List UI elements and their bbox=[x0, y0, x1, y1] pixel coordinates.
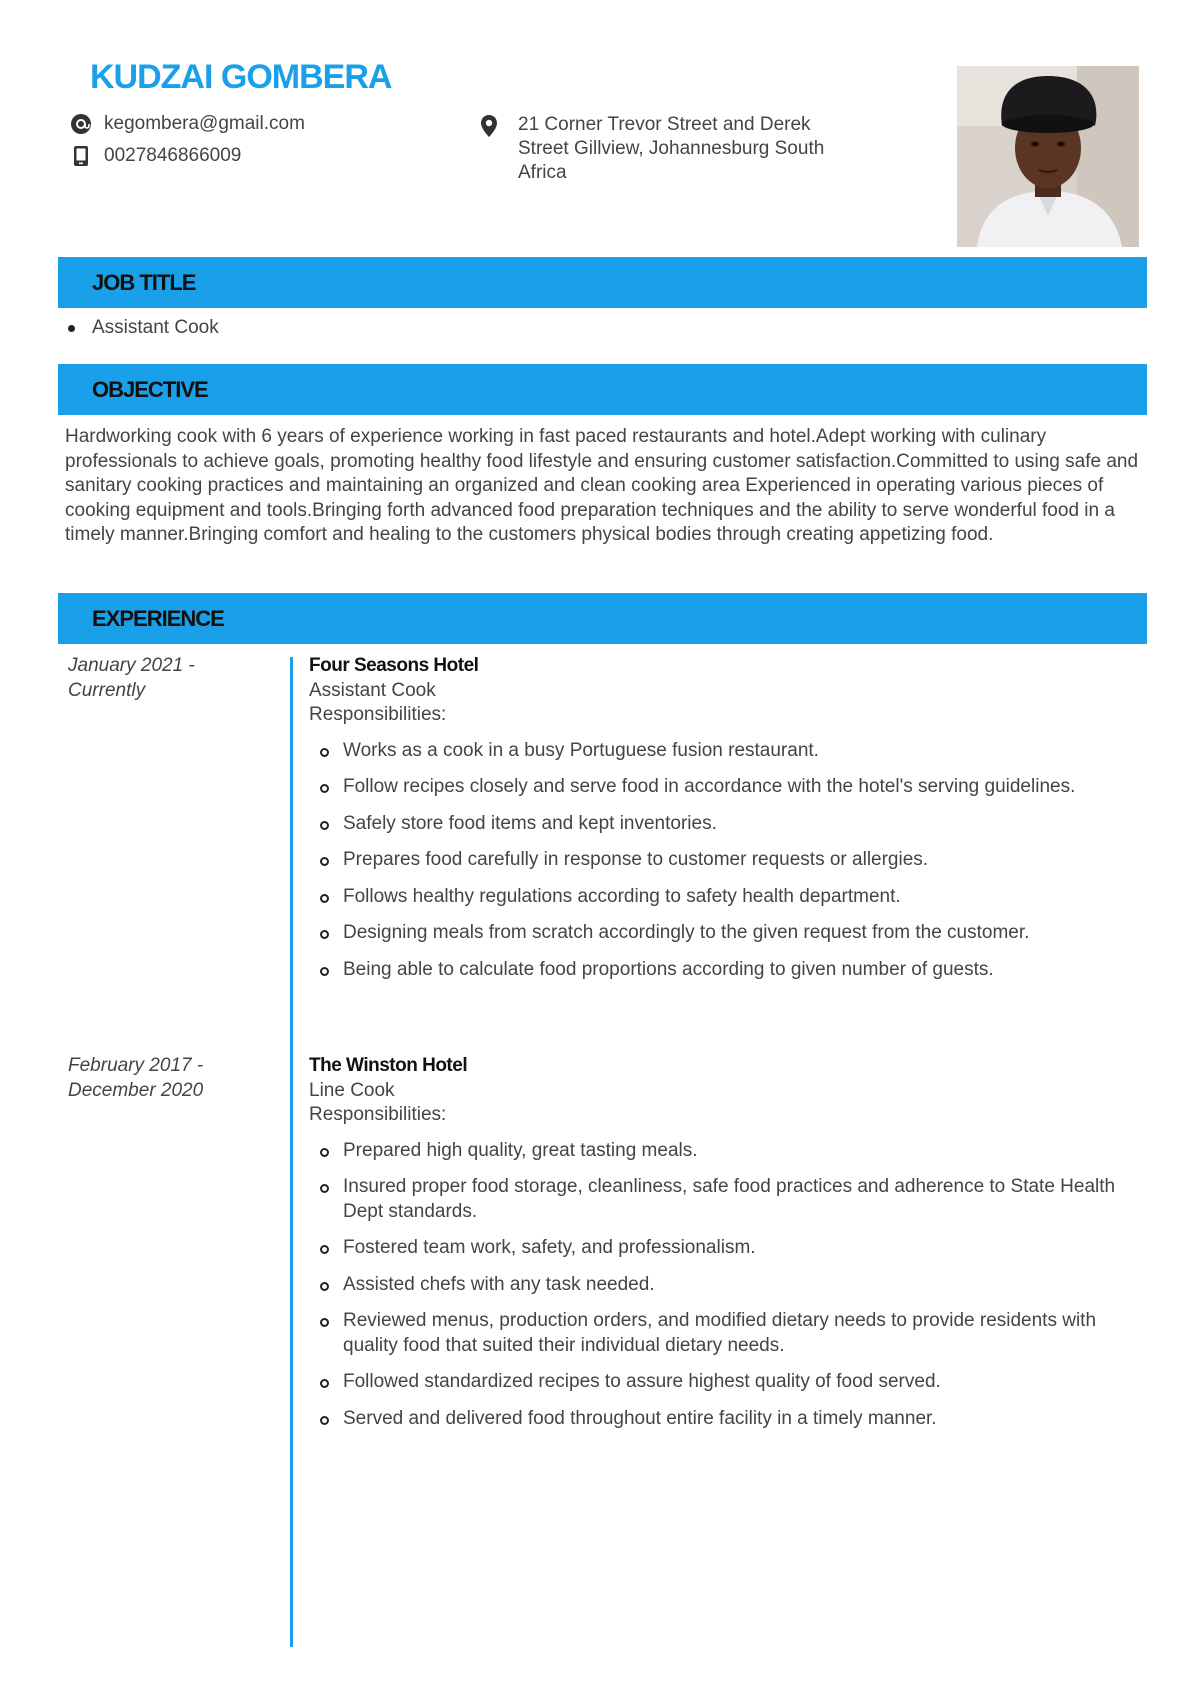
bullet-icon bbox=[320, 821, 329, 830]
list-item-text: Followed standardized recipes to assure highest quality of food served. bbox=[343, 1371, 941, 1392]
bullet-icon bbox=[320, 1379, 329, 1388]
list-item bbox=[309, 812, 1139, 837]
list-item bbox=[309, 775, 1139, 800]
bullet-icon bbox=[320, 748, 329, 757]
bullet-icon bbox=[320, 1282, 329, 1291]
bullet-icon bbox=[68, 325, 75, 332]
list-item bbox=[309, 1139, 1139, 1164]
bullet-icon bbox=[320, 1184, 329, 1193]
list-item bbox=[309, 921, 1139, 946]
list-item-text: Reviewed menus, production orders, and modified dietary needs to provide residents with quality food that suited their individual dietary needs. bbox=[343, 1310, 1097, 1356]
list-item-text: Designing meals from scratch accordingly to the given request from the customer. bbox=[343, 922, 1030, 943]
timeline-divider bbox=[290, 657, 293, 1647]
candidate-name: KUDZAI GOMBERA bbox=[90, 58, 392, 96]
email-row bbox=[70, 113, 305, 135]
job-title-item bbox=[68, 317, 219, 339]
bullet-icon bbox=[320, 1148, 329, 1157]
list-item-text: Prepared high quality, great tasting meals. bbox=[343, 1139, 698, 1161]
list-item-text: Being able to calculate food proportions according to given number of guests. bbox=[343, 958, 994, 980]
bullet-icon bbox=[320, 930, 329, 939]
company-name: The Winston Hotel bbox=[309, 1055, 468, 1076]
company-name: Four Seasons Hotel bbox=[309, 655, 479, 676]
list-item-text: Fostered team work, safety, and professionalism. bbox=[343, 1237, 756, 1258]
list-item bbox=[309, 1309, 1139, 1358]
list-item-text: Follows healthy regulations according to safety health department. bbox=[343, 885, 901, 907]
responsibilities-label: Responsibilities: bbox=[309, 1104, 447, 1125]
bullet-icon bbox=[320, 894, 329, 903]
list-item bbox=[309, 848, 1139, 873]
address-text: 21 Corner Trevor Street and Derek Street Gillview, Johannesburg South Africa bbox=[518, 114, 825, 183]
address-row bbox=[480, 113, 860, 185]
section-header-objective: OBJECTIVE bbox=[58, 364, 1147, 415]
list-item bbox=[309, 1273, 1139, 1298]
list-item bbox=[309, 1407, 1139, 1432]
location-pin-icon bbox=[480, 115, 498, 137]
list-item-text: Prepares food carefully in response to customer requests or allergies. bbox=[343, 849, 929, 870]
experience-entry bbox=[309, 654, 1139, 994]
experience-date: January 2021 - Currently bbox=[68, 655, 195, 701]
list-item-text: Served and delivered food throughout entire facility in a timely manner. bbox=[343, 1407, 937, 1429]
experience-date: February 2017 - December 2020 bbox=[68, 1055, 204, 1101]
bullet-icon bbox=[320, 784, 329, 793]
list-item-text: Insured proper food storage, cleanliness, safe food practices and adherence to State Health Dept standards. bbox=[343, 1176, 1116, 1222]
role-title: Assistant Cook bbox=[309, 679, 436, 701]
email-text[interactable]: kegombera@gmail.com bbox=[104, 113, 305, 134]
experience-entry bbox=[309, 1054, 1139, 1443]
section-header-job-title: JOB TITLE bbox=[58, 257, 1147, 308]
at-icon bbox=[70, 113, 92, 135]
bullet-icon bbox=[320, 857, 329, 866]
job-title-text: Assistant Cook bbox=[92, 317, 219, 338]
list-item-text: Works as a cook in a busy Portuguese fusion restaurant. bbox=[343, 739, 819, 761]
list-item-text: Safely store food items and kept inventories. bbox=[343, 812, 717, 834]
list-item bbox=[309, 1236, 1139, 1261]
bullet-icon bbox=[320, 1416, 329, 1425]
bullet-icon bbox=[320, 967, 329, 976]
profile-photo bbox=[957, 66, 1139, 247]
list-item-text: Assisted chefs with any task needed. bbox=[343, 1273, 655, 1295]
list-item bbox=[309, 739, 1139, 764]
role-title: Line Cook bbox=[309, 1079, 395, 1101]
responsibilities-list bbox=[309, 739, 1139, 983]
phone-icon bbox=[70, 145, 92, 167]
phone-text: 0027846866009 bbox=[104, 145, 242, 166]
list-item bbox=[309, 958, 1139, 983]
list-item-text: Follow recipes closely and serve food in accordance with the hotel's serving guidelines. bbox=[343, 776, 1076, 797]
responsibilities-label: Responsibilities: bbox=[309, 704, 447, 725]
phone-row bbox=[70, 145, 241, 167]
bullet-icon bbox=[320, 1318, 329, 1327]
list-item bbox=[309, 885, 1139, 910]
section-header-experience: EXPERIENCE bbox=[58, 593, 1147, 644]
list-item bbox=[309, 1175, 1139, 1224]
objective-text: Hardworking cook with 6 years of experience working in fast paced restaurants and hotel.Adept working with culinary professionals to achieve goals, promoting healthy food lifestyle and ensuring customer satisfaction.Committed to using safe and sanitary cooking practices and maintaining an organized and clean cooking area Experienced in operating various pieces of cooking equipment and tools.Bringing forth advanced food preparation techniques and the ability to serve wonderful food in a timely manner.Bringing comfort and healing to the customers physical bodies through creating appetizing food. bbox=[65, 426, 1139, 545]
list-item bbox=[309, 1370, 1139, 1395]
bullet-icon bbox=[320, 1245, 329, 1254]
responsibilities-list bbox=[309, 1139, 1139, 1432]
